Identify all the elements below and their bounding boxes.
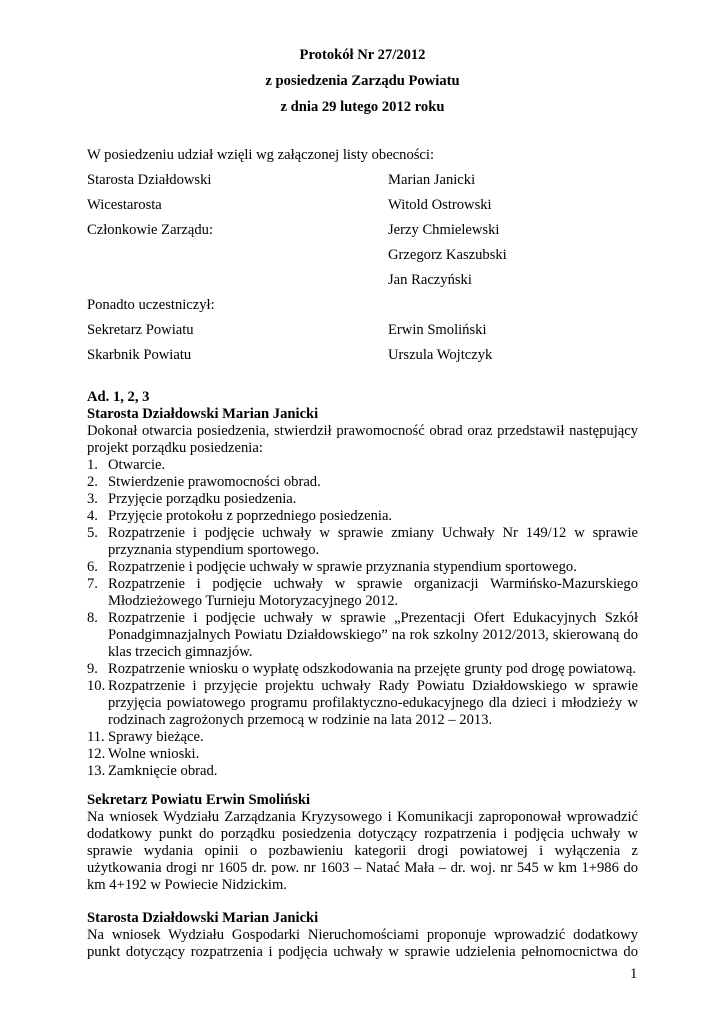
speaker-heading: Starosta Działdowski Marian Janicki: [87, 406, 319, 422]
page-number: 1: [630, 966, 638, 982]
section-paragraph: Na wniosek Wydziału Zarządzania Kryzysowego i Komunikacji zaproponował wprowadzić dodatkowy punkt do porządku posiedzenia dotyczący rozpatrzenia i podjęcia uchwały w sprawie wydania opinii o pozbawieniu kategorii drogi powiatowej i wyłączenia z użytkowania drogi nr 1605 dr. pow. nr 1603 – Natać Mała – dr. woj. nr 545 w km 1+986 do km 4+192 w Powiecie Nidzickim.: [87, 809, 638, 893]
agenda-item: [87, 661, 638, 678]
attendee-role: Członkowie Zarządu:: [87, 222, 214, 238]
agenda-item: [87, 610, 638, 661]
attendee-role: Wicestarosta: [87, 197, 162, 213]
agenda-item-text: Rozpatrzenie i podjęcie uchwały w sprawie zmiany Uchwały Nr 149/12 w sprawie przyznania stypendium sportowego.: [108, 525, 638, 558]
agenda-item-text: Rozpatrzenie i przyjęcie projektu uchwały Rady Powiatu Działdowskiego w sprawie przyjęcia powiatowego programu profilaktyczno-edukacyjnego dla dzieci i młodzieży w rodzinach zagrożonych przemocą w rodzinie na lata 2012 – 2013.: [108, 678, 638, 728]
speaker-heading: Sekretarz Powiatu Erwin Smoliński: [87, 792, 311, 808]
attendee-name: Marian Janicki: [388, 172, 476, 188]
agenda-item-number: 2.: [87, 474, 98, 490]
agenda-item-number: 13.: [87, 763, 106, 779]
agenda-item-text: Zamknięcie obrad.: [108, 763, 218, 779]
agenda-list: [87, 457, 638, 780]
agenda-item: [87, 457, 638, 474]
agenda-item: [87, 763, 638, 780]
agenda-item-number: 9.: [87, 661, 98, 677]
agenda-item-number: 12.: [87, 746, 106, 762]
attendee-name: Witold Ostrowski: [388, 197, 492, 213]
agenda-item: [87, 525, 638, 559]
agenda-item: [87, 474, 638, 491]
section-paragraph: Na wniosek Wydziału Gospodarki Nieruchomościami proponuje wprowadzić dodatkowy punkt dotyczący rozpatrzenia i podjęcia uchwały w sprawie udzielenia pełnomocnictwa do: [87, 927, 638, 960]
agenda-item: [87, 729, 638, 746]
attendee-name: Erwin Smoliński: [388, 322, 487, 338]
agenda-item-number: 4.: [87, 508, 98, 524]
agenda-item-text: Otwarcie.: [108, 457, 166, 473]
agenda-item-number: 5.: [87, 525, 98, 541]
attendee-role: Sekretarz Powiatu: [87, 322, 194, 338]
section-paragraph: Dokonał otwarcia posiedzenia, stwierdził prawomocność obrad oraz przedstawił następujący projekt porządku posiedzenia:: [87, 423, 638, 456]
agenda-item-text: Rozpatrzenie i podjęcie uchwały w sprawie organizacji Warmińsko-Mazurskiego Młodzieżowego Turnieju Motoryzacyjnego 2012.: [108, 576, 638, 609]
attendance-intro: W posiedzeniu udział wzięli wg załączonej listy obecności:: [87, 147, 435, 163]
agenda-item-number: 1.: [87, 457, 98, 473]
also-present-label: Ponadto uczestniczył:: [87, 297, 215, 313]
attendee-name: Urszula Wojtczyk: [388, 347, 493, 363]
document-date: z dnia 29 lutego 2012 roku: [280, 99, 445, 115]
attendee-role: Skarbnik Powiatu: [87, 347, 192, 363]
speaker-heading: Starosta Działdowski Marian Janicki: [87, 910, 319, 926]
agenda-item-number: 11.: [87, 729, 105, 745]
document-title: Protokół Nr 27/2012: [299, 47, 426, 63]
agenda-item: [87, 508, 638, 525]
agenda-item-text: Sprawy bieżące.: [108, 729, 204, 745]
document-subtitle: z posiedzenia Zarządu Powiatu: [265, 73, 460, 89]
agenda-item-text: Rozpatrzenie wniosku o wypłatę odszkodowania na przejęte grunty pod drogę powiatową.: [108, 661, 637, 677]
agenda-item-text: Przyjęcie protokołu z poprzedniego posiedzenia.: [108, 508, 393, 524]
agenda-item-number: 7.: [87, 576, 98, 592]
agenda-item-text: Wolne wnioski.: [108, 746, 200, 762]
agenda-item-text: Rozpatrzenie i podjęcie uchwały w sprawie „Prezentacji Ofert Edukacyjnych Szkół Ponadgimnazjalnych Powiatu Działdowskiego” na rok szkolny 2012/2013, skierowaną do klas trzecich gimnazjów.: [108, 610, 638, 660]
section-heading: Ad. 1, 2, 3: [87, 389, 150, 405]
agenda-item: [87, 678, 638, 729]
agenda-item-text: Przyjęcie porządku posiedzenia.: [108, 491, 297, 507]
attendee-name: Grzegorz Kaszubski: [388, 247, 507, 263]
agenda-item-text: Stwierdzenie prawomocności obrad.: [108, 474, 321, 490]
agenda-item-text: Rozpatrzenie i podjęcie uchwały w sprawie przyznania stypendium sportowego.: [108, 559, 577, 575]
attendee-role: Starosta Działdowski: [87, 172, 212, 188]
agenda-item-number: 8.: [87, 610, 98, 626]
agenda-item-number: 3.: [87, 491, 98, 507]
agenda-item-number: 6.: [87, 559, 98, 575]
attendee-name: Jan Raczyński: [388, 272, 472, 288]
agenda-item: [87, 559, 638, 576]
agenda-item: [87, 746, 638, 763]
attendee-name: Jerzy Chmielewski: [388, 222, 500, 238]
agenda-item: [87, 576, 638, 610]
agenda-item-number: 10.: [87, 678, 106, 694]
agenda-item: [87, 491, 638, 508]
